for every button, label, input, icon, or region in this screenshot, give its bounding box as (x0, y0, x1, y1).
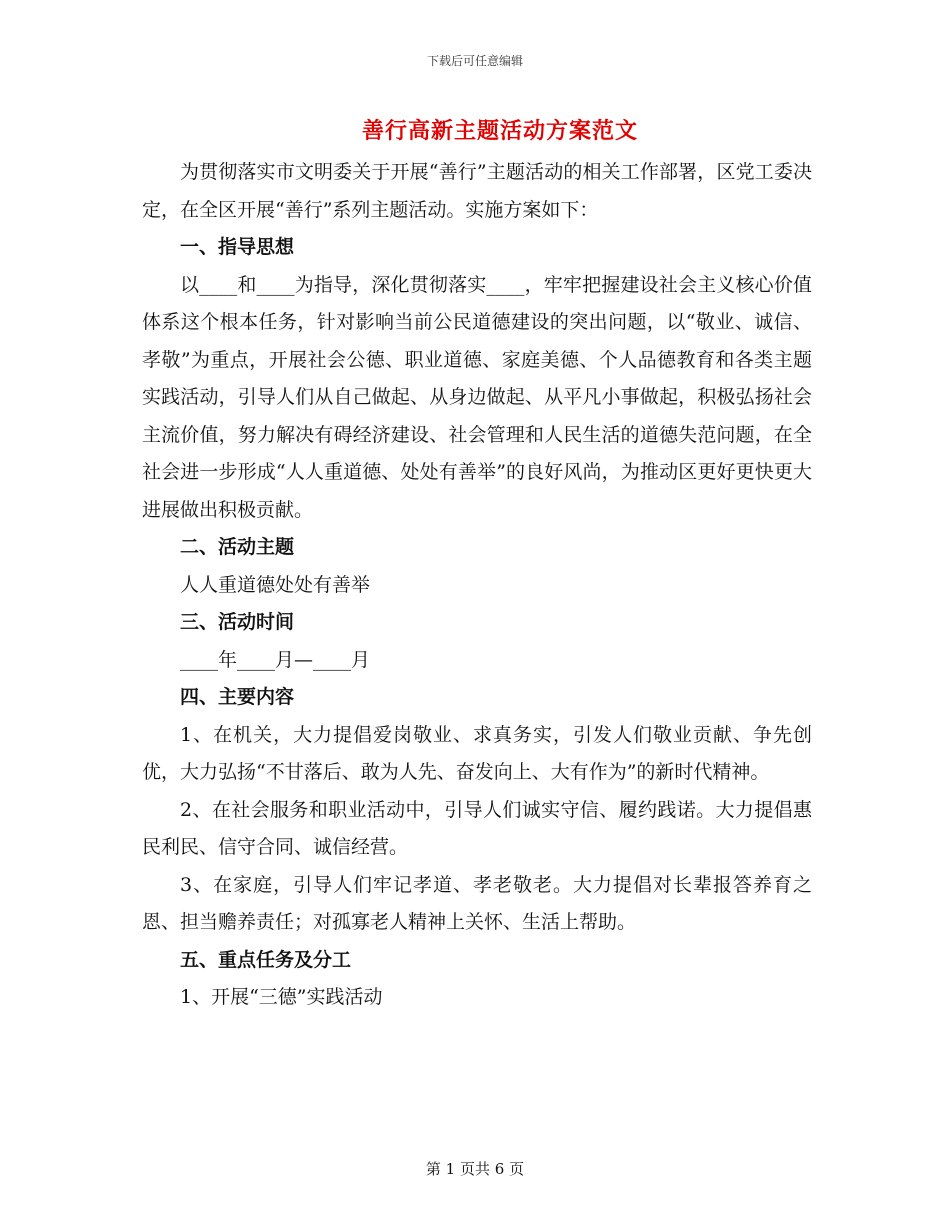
section-heading-guiding-ideology: 一、指导思想 (180, 236, 295, 258)
page-header-note: 下载后可任意编辑 (426, 54, 523, 68)
intro-paragraph: 为贯彻落实市文明委关于开展“善行”主题活动的相关工作部署，区党工委决定，在全区开展“善行”系列主题活动。实施方案如下： (142, 161, 812, 221)
section-heading-key-tasks: 五、重点任务及分工 (180, 948, 352, 971)
main-content-item-1: 1、在机关，大力提倡爱岗敬业、求真务实，引发人们敬业贡献、争先创优，大力弘扬“不甘落后、敢为人先、奋发向上、大有作为”的新时代精神。 (142, 723, 812, 783)
section-heading-activity-theme: 二、活动主题 (180, 536, 295, 558)
document-title: 善行高新主题活动方案范文 (361, 118, 638, 144)
key-tasks-item-1: 1、开展“三德”实践活动 (180, 986, 383, 1008)
section-heading-main-content: 四、主要内容 (180, 686, 295, 708)
activity-time-text: ____年____月—____月 (180, 648, 371, 671)
section-heading-activity-time: 三、活动时间 (180, 611, 295, 633)
page-footer-page-info: 第 1 页共 6 页 (425, 1160, 525, 1178)
main-content-item-3: 3、在家庭，引导人们牢记孝道、孝老敬老。大力提倡对长辈报答养育之恩、担当赡养责任；对孤寡老人精神上关怀、生活上帮助。 (142, 873, 812, 933)
guiding-ideology-paragraph: 以____和____为指导，深化贯彻落实____，牢牢把握建设社会主义核心价值体系这个根本任务，针对影响当前公民道德建设的突出问题，以“敬业、诚信、孝敬”为重点，开展社会公德、职业道德、家庭美德、个人品德教育和各类主题实践活动，引导人们从自己做起、从身边做起、从平凡小事做起，积极弘扬社会主流价值，努力解决有碍经济建设、社会管理和人民生活的道德失范问题，在全社会进一步形成“人人重道德、处处有善举”的良好风尚，为推动区更好更快更大进展做出积极贡献。 (142, 273, 812, 521)
main-content-item-2: 2、在社会服务和职业活动中，引导人们诚实守信、履约践诺。大力提倡惠民利民、信守合同、诚信经营。 (142, 798, 812, 858)
document-body (142, 154, 812, 1017)
activity-theme-text: 人人重道德处处有善举 (180, 573, 371, 596)
